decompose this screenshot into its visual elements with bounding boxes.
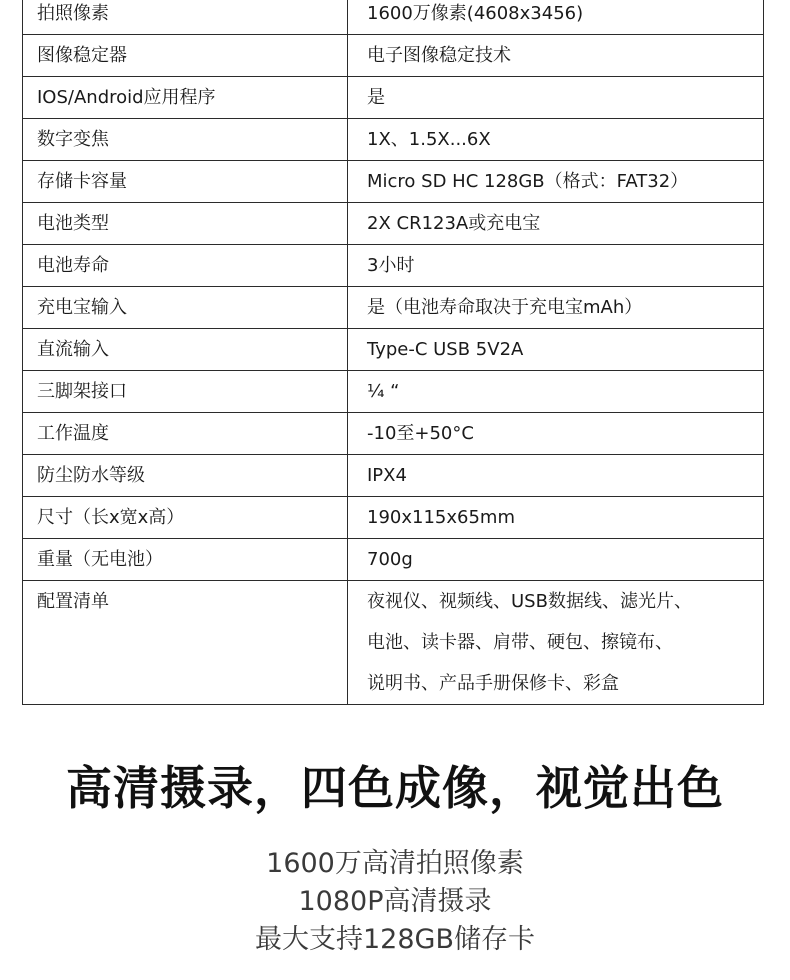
spec-value: Micro SD HC 128GB（格式：FAT32） xyxy=(348,161,764,203)
spec-label: 工作温度 xyxy=(23,413,348,455)
spec-value: Type-C USB 5V2A xyxy=(348,329,764,371)
package-list-line: 夜视仪、视频线、USB数据线、滤光片、 xyxy=(367,591,692,612)
spec-value: 是（电池寿命取决于充电宝mAh） xyxy=(348,287,764,329)
spec-row-tripod xyxy=(23,371,764,413)
spec-label: 直流输入 xyxy=(23,329,348,371)
feature-list xyxy=(0,845,790,959)
spec-row-battery-life xyxy=(23,245,764,287)
spec-row-photo-pixels xyxy=(23,0,764,35)
spec-label: 充电宝输入 xyxy=(23,287,348,329)
spec-value: 2X CR123A或充电宝 xyxy=(348,203,764,245)
spec-value: 190x115x65mm xyxy=(348,497,764,539)
spec-label: 数字变焦 xyxy=(23,119,348,161)
spec-value: 电子图像稳定技术 xyxy=(348,35,764,77)
spec-value: 是 xyxy=(348,77,764,119)
spec-label: 重量（无电池） xyxy=(23,539,348,581)
spec-label: 电池寿命 xyxy=(23,245,348,287)
feature-item: 1080P高清摄录 xyxy=(298,886,492,917)
spec-row-digital-zoom xyxy=(23,119,764,161)
spec-row-ip-rating xyxy=(23,455,764,497)
spec-row-powerbank-input xyxy=(23,287,764,329)
spec-label: 拍照像素 xyxy=(23,0,348,35)
feature-item: 最大支持128GB储存卡 xyxy=(255,924,535,955)
spec-value: -10至+50°C xyxy=(348,413,764,455)
spec-label: 电池类型 xyxy=(23,203,348,245)
spec-label: IOS/Android应用程序 xyxy=(23,77,348,119)
spec-label: 尺寸（长x宽x高） xyxy=(23,497,348,539)
spec-row-battery-type xyxy=(23,203,764,245)
spec-value: 3小时 xyxy=(348,245,764,287)
spec-row-storage xyxy=(23,161,764,203)
spec-label: 配置清单 xyxy=(23,581,348,705)
feature-item: 1600万高清拍照像素 xyxy=(266,848,524,879)
spec-row-stabilizer xyxy=(23,35,764,77)
spec-value: 1X、1.5X...6X xyxy=(348,119,764,161)
spec-row-dimensions xyxy=(23,497,764,539)
spec-label: 三脚架接口 xyxy=(23,371,348,413)
spec-table xyxy=(22,0,764,705)
spec-value: IPX4 xyxy=(348,455,764,497)
spec-row-dc-input xyxy=(23,329,764,371)
spec-label: 存储卡容量 xyxy=(23,161,348,203)
spec-row-package-list xyxy=(23,581,764,705)
package-list-line: 电池、读卡器、肩带、硬包、擦镜布、 xyxy=(367,632,673,653)
spec-label: 防尘防水等级 xyxy=(23,455,348,497)
spec-row-temperature xyxy=(23,413,764,455)
spec-value: 700g xyxy=(348,539,764,581)
spec-row-app xyxy=(23,77,764,119)
package-list-value xyxy=(348,581,764,705)
package-list-line: 说明书、产品手册保修卡、彩盒 xyxy=(367,673,619,694)
spec-value: ¼ “ xyxy=(348,371,764,413)
section-headline: 高清摄录，四色成像，视觉出色 xyxy=(66,761,724,815)
spec-label: 图像稳定器 xyxy=(23,35,348,77)
spec-value: 1600万像素(4608x3456) xyxy=(348,0,764,35)
spec-row-weight xyxy=(23,539,764,581)
